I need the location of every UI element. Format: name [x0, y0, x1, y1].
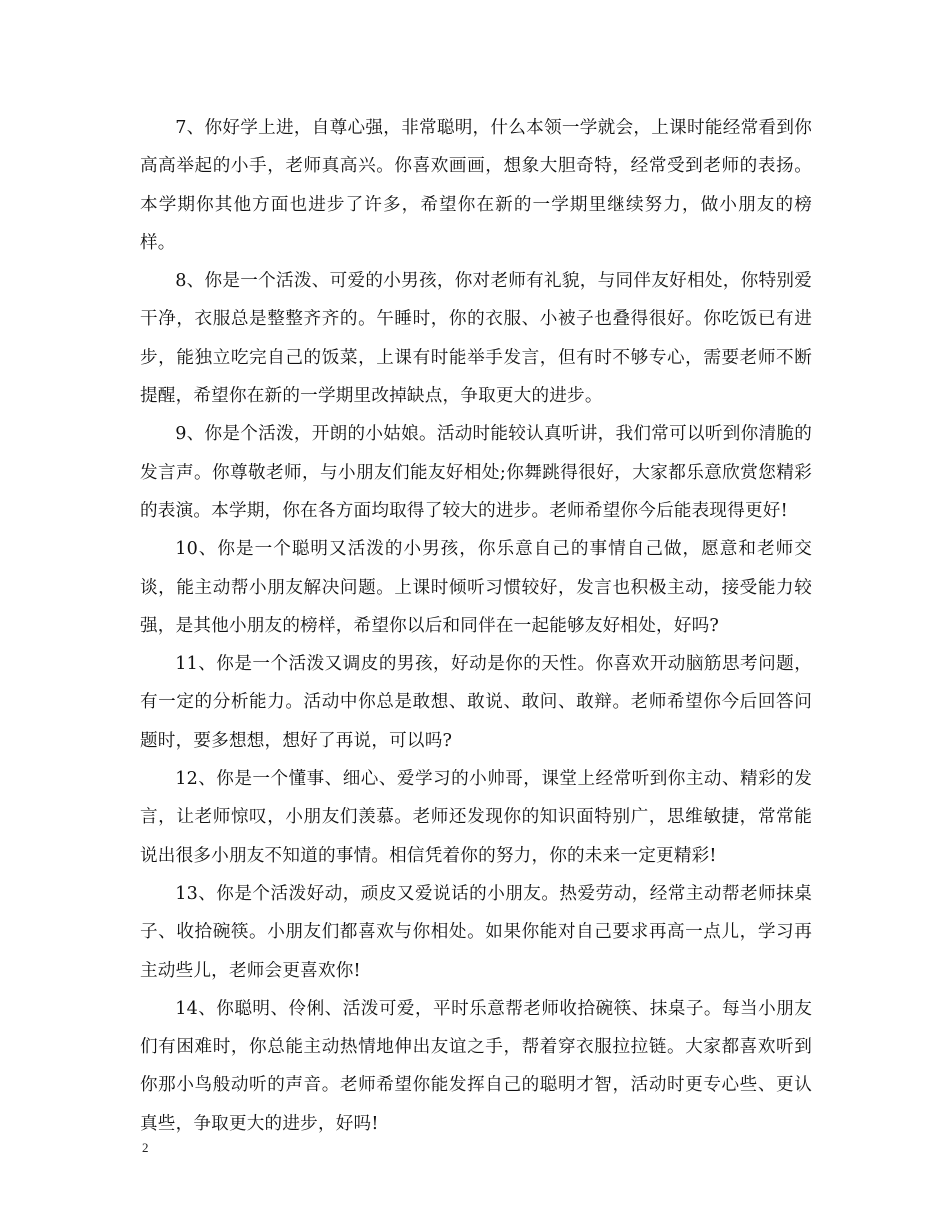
comment-paragraph-13: 13、你是个活泼好动，顽皮又爱说话的小朋友。热爱劳动，经常主动帮老师抹桌子、收拾碗筷。小朋友们都喜欢与你相处。如果你能对自己要求再高一点儿，学习再主动些儿，老师会更喜欢你!: [140, 883, 812, 981]
comment-paragraph-10: 10、你是一个聪明又活泼的小男孩，你乐意自己的事情自己做，愿意和老师交谈，能主动帮小朋友解决问题。上课时倾听习惯较好，发言也积极主动，接受能力较强，是其他小朋友的榜样，希望你以后和同伴在一起能够友好相处，好吗?: [140, 539, 812, 636]
comment-paragraph-11: 11、你是一个活泼又调皮的男孩，好动是你的天性。你喜欢开动脑筋思考问题，有一定的分析能力。活动中你总是敢想、敢说、敢问、敢辩。老师希望你今后回答问题时，要多想想，想好了再说，可以吗?: [140, 654, 812, 751]
document-body: [140, 109, 812, 1143]
page-number: 2: [142, 1140, 149, 1155]
comment-paragraph-9: 9、你是个活泼，开朗的小姑娘。活动时能较认真听讲，我们常可以听到你清脆的发言声。你尊敬老师，与小朋友们能友好相处;你舞跳得很好，大家都乐意欣赏您精彩的表演。本学期，你在各方面均取得了较大的进步。老师希望你今后能表现得更好!: [140, 424, 812, 521]
comment-paragraph-8: 8、你是一个活泼、可爱的小男孩，你对老师有礼貌，与同伴友好相处，你特别爱干净，衣服总是整整齐齐的。午睡时，你的衣服、小被子也叠得很好。你吃饭已有进步，能独立吃完自己的饭菜，上课有时能举手发言，但有时不够专心，需要老师不断提醒，希望你在新的一学期里改掉缺点，争取更大的进步。: [140, 271, 812, 407]
comment-paragraph-12: 12、你是一个懂事、细心、爱学习的小帅哥，课堂上经常听到你主动、精彩的发言，让老师惊叹，小朋友们羡慕。老师还发现你的知识面特别广，思维敏捷，常常能说出很多小朋友不知道的事情。相信凭着你的努力，你的未来一定更精彩!: [140, 769, 812, 866]
comment-paragraph-14: 14、你聪明、伶俐、活泼可爱，平时乐意帮老师收拾碗筷、抹桌子。每当小朋友们有困难时，你总能主动热情地伸出友谊之手，帮着穿衣服拉拉链。大家都喜欢听到你那小鸟般动听的声音。老师希望你能发挥自己的聪明才智，活动时更专心些、更认真些，争取更大的进步，好吗!: [140, 998, 812, 1134]
comment-paragraph-7: 7、你好学上进，自尊心强，非常聪明，什么本领一学就会，上课时能经常看到你高高举起的小手，老师真高兴。你喜欢画画，想象大胆奇特，经常受到老师的表扬。本学期你其他方面也进步了许多，希望你在新的一学期里继续努力，做小朋友的榜样。: [140, 118, 812, 253]
